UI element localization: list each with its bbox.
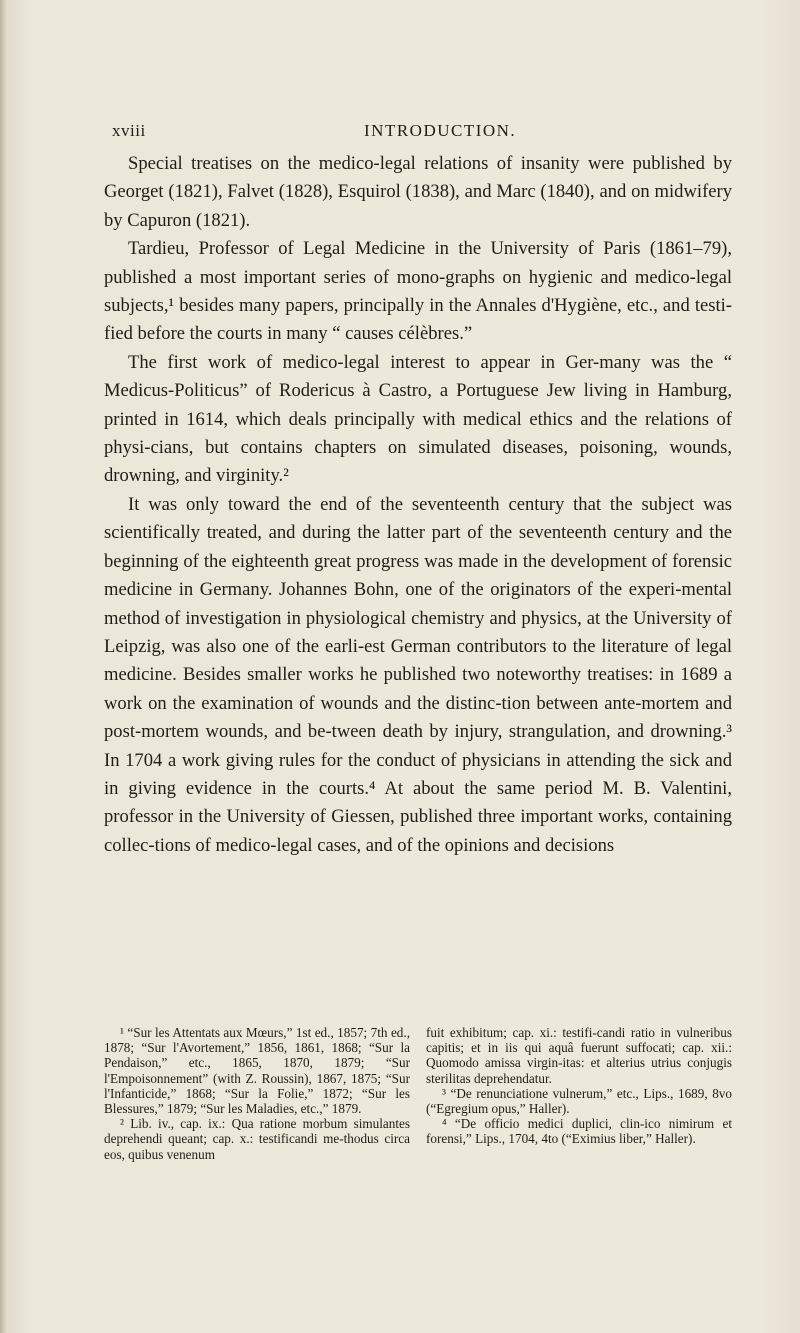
main-text (104, 150, 732, 860)
footnote-continuation: fuit exhibitum; cap. xi.: testifi-candi ratio in vulneribus capitis; et in iis qui aquâ fuerunt suffocati; cap. xii.: Quomodo amissa virgin-itas: et alterius utrius conjugis sterilitas deprehendatur. (426, 1025, 732, 1086)
paragraph: Special treatises on the medico-legal relations of insanity were published by Georget (1821), Falvet (1828), Esquirol (1838), and Marc (1840), and on midwifery by Capuron (1821). (104, 153, 732, 231)
page-gutter-shadow (0, 0, 6, 1333)
paragraph: It was only toward the end of the seventeenth century that the subject was scientifically treated, and during the latter part of the seventeenth century and the beginning of the eighteenth great progress was made in the development of forensic medicine in Germany. Johannes Bohn, one of the originators of the experi-mental method of investigation in physiological chemistry and physics, at the University of Leipzig, was also one of the earli-est German contributors to the literature of legal medicine. Besides smaller works he published two noteworthy treatises: in 1689 a work on the examination of wounds and the distinc-tion between ante-mortem and post-mortem wounds, and be-tween death by injury, strangulation, and drowning.³ In 1704 a work giving rules for the conduct of physicians in attending the sick and in giving evidence in the courts.⁴ At about the same period M. B. Valentini, professor in the University of Giessen, published three important works, containing collec-tions of medico-legal cases, and of the opinions and decisions (104, 493, 732, 856)
footnote: ⁴ “De officio medici duplici, clin-ico nimirum et forensi,” Lips., 1704, 4to (“Eximius liber,” Haller). (426, 1116, 732, 1147)
footnote: ³ “De renunciatione vulnerum,” etc., Lips., 1689, 8vo (“Egregium opus,” Haller). (426, 1085, 732, 1117)
page-number: xviii (112, 121, 146, 140)
footnotes-left-column (104, 1025, 410, 1162)
running-header (112, 121, 732, 145)
footnote: ² Lib. iv., cap. ix.: Qua ratione morbum simulantes deprehendi queant; cap. x.: testificandi me-thodus circa eos, quibus venenum (104, 1116, 410, 1162)
footnotes-right-column (426, 1025, 732, 1162)
paragraph: The first work of medico-legal interest to appear in Ger-many was the “ Medicus-Politicus” of Rodericus à Castro, a Portuguese Jew living in Hamburg, printed in 1614, which deals principally with medical ethics and the relations of physi-cians, but contains chapters on simulated diseases, poisoning, wounds, drowning, and virginity.² (104, 351, 732, 487)
running-title: INTRODUCTION. (364, 121, 517, 140)
footnote: ¹ “Sur les Attentats aux Mœurs,” 1st ed., 1857; 7th ed., 1878; “Sur l'Avortement,” 1856, 1861, 1868; “Sur la Pendaison,” etc., 1865, 1870, 1879; “Sur l'Empoisonnement” (with Z. Roussin), 1867, 1875; “Sur l'Infanticide,” 1868; “Sur la Folie,” 1872; “Sur les Blessures,” 1879; “Sur les Maladies, etc.,” 1879. (104, 1025, 410, 1117)
footnotes (104, 1025, 732, 1162)
paragraph: Tardieu, Professor of Legal Medicine in the University of Paris (1861–79), published a most important series of mono-graphs on hygienic and medico-legal subjects,¹ besides many papers, principally in the Annales d'Hygiène, etc., and testi-fied before the courts in many “ causes célèbres.” (104, 238, 732, 345)
